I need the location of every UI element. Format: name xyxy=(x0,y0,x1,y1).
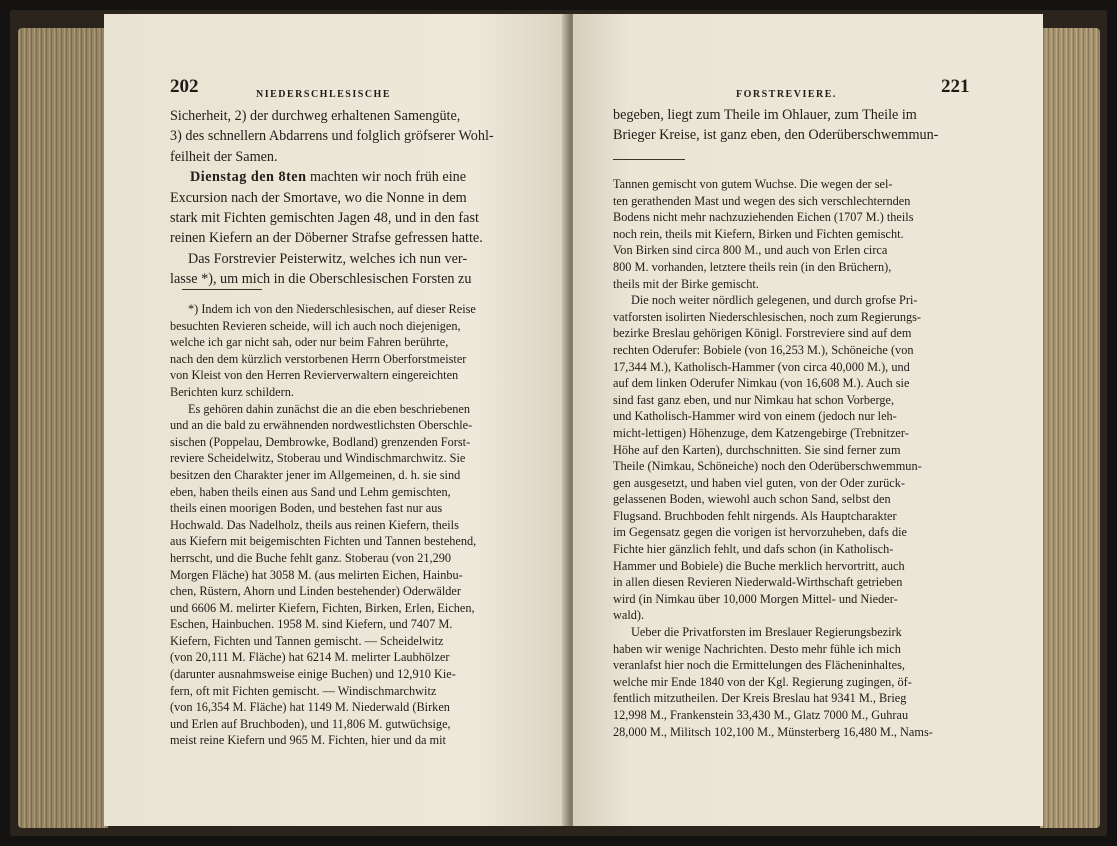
text-line: lasse *), um mich in die Oberschlesischen Forsten zu xyxy=(170,271,472,288)
text-line: von Kleist von den Herren Revierverwaltern eingereichten xyxy=(170,368,459,383)
text-line: Eschen, Hainbuchen. 1958 M. sind Kiefern, und 7407 M. xyxy=(170,617,453,632)
text-line: Theile (Nimkau, Schöneiche) noch den Oderüberschwemmun- xyxy=(613,459,922,474)
bold-date-heading: Dienstag den 8ten xyxy=(190,169,307,186)
text-line: nach den dem kürzlich verstorbenen Herrn Oberforstmeister xyxy=(170,351,467,366)
text-line: haben wir wenige Nachrichten. Desto mehr fühle ich mich xyxy=(613,641,901,656)
right-page-number xyxy=(941,76,970,98)
text-line: meist reine Kiefern und 965 M. Fichten, hier und da mit xyxy=(170,733,446,748)
text-line: Excursion nach der Smortave, wo die Nonne in dem xyxy=(170,189,467,206)
left-main-text xyxy=(170,106,536,290)
running-head: FORSTREVIERE. xyxy=(736,89,837,100)
text-line: Tannen gemischt von gutem Wuchse. Die wegen der sel- xyxy=(613,177,893,191)
footnote-rule xyxy=(613,159,685,160)
page-number: 202 xyxy=(170,76,199,97)
text-line: Brieger Kreise, ist ganz eben, den Oderüberschwemmun- xyxy=(613,127,939,144)
text-line: sind fast ganz eben, und nur Nimkau hat schon Vorberge, xyxy=(613,392,895,407)
text-line: 3) des schnellern Abdarrens und folglich gröfserer Wohl- xyxy=(170,128,494,145)
text-line: im Gegensatz gegen die vorigen ist hervorzuheben, dafs die xyxy=(613,525,907,540)
text-line xyxy=(170,167,536,187)
text-line: wald). xyxy=(613,608,645,623)
text-line: 800 M. vorhanden, letztere theils rein (in den Brüchern), xyxy=(613,259,892,274)
text-line: theils einen moorigen Boden, und bestehen fast nur aus xyxy=(170,501,443,516)
right-main-text xyxy=(613,105,968,146)
text-line: chen, Rüstern, Ahorn und Linden bestehender) Oderwälder xyxy=(170,584,461,599)
left-footnote-text xyxy=(170,301,536,749)
text-line: reinen Kiefern an der Döberner Strafse gefressen hatte. xyxy=(170,230,483,247)
text-line: auf dem linken Oderufer Nimkau (von 16,608 M.). Auch sie xyxy=(613,376,910,391)
text-line: Bodens nicht mehr nachzuziehenden Eichen (1707 M.) theils xyxy=(613,210,914,225)
text-line: vatforsten isolirten Niederschlesischen, noch zum Regierungs- xyxy=(613,309,922,324)
text-line: stark mit Fichten gemischten Jagen 48, und in den fast xyxy=(170,210,479,227)
text-line: veranlafst hier noch die Ermittelungen des Flächeninhaltes, xyxy=(613,658,905,673)
text-line: und Katholisch-Hammer wird von einem (jedoch nur leh- xyxy=(613,409,897,424)
text-line: Die noch weiter nördlich gelegenen, und durch grofse Pri- xyxy=(631,293,918,308)
text-line: (von 20,111 M. Fläche) hat 6214 M. melirter Laubhölzer xyxy=(170,650,450,665)
text-line: gelassenen Boden, wiewohl auch schon Sand, selbst den xyxy=(613,492,891,507)
text-line: Es gehören dahin zunächst die an die eben beschriebenen xyxy=(188,401,471,416)
text-line: Fichte hier gänzlich fehlt, und dafs schon (in Katholisch- xyxy=(613,542,894,557)
left-running-head xyxy=(256,84,391,102)
text-line: in allen diesen Revieren Niederwald-Wirthschaft getrieben xyxy=(613,575,903,590)
text-line: welche mir Ende 1840 von der Kgl. Regierung zugingen, öf- xyxy=(613,674,912,689)
text-line: theils mit der Birke gemischt. xyxy=(613,276,759,291)
text-line: aus Kiefern mit beigemischten Fichten und Tannen bestehend, xyxy=(170,534,477,549)
text-line: Kiefern, Fichten und Tannen gemischt. — Scheidelwitz xyxy=(170,633,444,648)
right-running-head xyxy=(736,84,837,102)
page-edges-left xyxy=(18,28,108,828)
footnote-rule xyxy=(182,289,262,290)
text-line: gen ausgesetzt, und haben viel guten, von der Oder zurück- xyxy=(613,475,905,490)
text-line: micht-lettigen) Höhenzuge, dem Katzengebirge (Trebnitzer- xyxy=(613,425,909,440)
text-line: Höhe auf den Karten), durchschnitten. Sie sind ferner zum xyxy=(613,442,901,457)
text-line: (darunter ausnahmsweise einige Buchen) und 12,910 Kie- xyxy=(170,667,456,682)
text-line: und 6606 M. melirter Kiefern, Fichten, Birken, Erlen, Eichen, xyxy=(170,600,475,615)
text-line: Hochwald. Das Nadelholz, theils aus reinen Kiefern, theils xyxy=(170,517,459,532)
text-line: rechten Oderufer: Bobiele (von 16,253 M.), Schöneiche (von xyxy=(613,342,914,357)
text-line: Berichten kurz schildern. xyxy=(170,384,294,399)
text-line: eben, haben theils einen aus Sand und Lehm gemischten, xyxy=(170,484,451,499)
right-page xyxy=(573,14,1043,826)
text-line: besitzen den Charakter jener im Allgemeinen, d. h. sie sind xyxy=(170,467,461,482)
text-line: bezirke Breslau gehörigen Königl. Forstreviere sind auf dem xyxy=(613,326,912,341)
page-edges-right xyxy=(1040,28,1100,828)
text-line: und Erlen auf Bruchboden), und 11,806 M. gutwüchsige, xyxy=(170,716,451,731)
text-line: Das Forstrevier Peisterwitz, welches ich nun ver- xyxy=(188,250,468,267)
text-line: 12,998 M., Frankenstein 33,430 M., Glatz 7000 M., Guhrau xyxy=(613,708,909,722)
right-footnote-text xyxy=(613,176,968,740)
text-line: noch rein, theils mit Kiefern, Birken und Fichten gemischt. xyxy=(613,226,904,241)
left-page xyxy=(104,14,569,826)
text-line: (von 16,354 M. Fläche) hat 1149 M. Niederwald (Birken xyxy=(170,700,450,715)
text-line: Morgen Fläche) hat 3058 M. (aus melirten Eichen, Hainbu- xyxy=(170,567,463,582)
text-line: Sicherheit, 2) der durchweg erhaltenen Samengüte, xyxy=(170,108,461,124)
text-run: machten wir noch früh eine xyxy=(306,169,467,186)
text-line: fentlich mitzutheilen. Der Kreis Breslau hat 9341 M., Brieg xyxy=(613,691,907,706)
text-line: sischen (Poppelau, Dembrowke, Bodland) grenzenden Forst- xyxy=(170,434,471,449)
page-number: 221 xyxy=(941,76,970,97)
left-page-number xyxy=(170,76,199,98)
text-line: 17,344 M.), Katholisch-Hammer (von circa 40,000 M.), und xyxy=(613,359,910,374)
text-line: ten gerathenden Mast und wegen des sich verschlechternden xyxy=(613,193,911,208)
text-line: begeben, liegt zum Theile im Ohlauer, zum Theile im xyxy=(613,107,917,123)
text-line: wird (in Nimkau über 10,000 Morgen Mittel- und Nieder- xyxy=(613,591,898,606)
running-head: NIEDERSCHLESISCHE xyxy=(256,89,391,100)
text-line: Von Birken sind circa 800 M., und auch von Erlen circa xyxy=(613,243,888,258)
text-line: herrscht, und die Buche fehlt ganz. Stoberau (von 21,290 xyxy=(170,550,452,565)
text-line: reviere Scheidelwitz, Stoberau und Windischmarchwitz. Sie xyxy=(170,451,466,466)
text-line: welche ich gar nicht sah, oder nur beim Fahren berührte, xyxy=(170,335,449,350)
text-line: und an die bald zu erwähnenden nordwestlichsten Oberschle- xyxy=(170,418,473,433)
text-line: Hammer und Bobiele) die Buche merklich hervortritt, auch xyxy=(613,558,905,573)
text-line: Flugsand. Bruchboden fehlt nirgends. Als Hauptcharakter xyxy=(613,508,897,523)
text-line: Ueber die Privatforsten im Breslauer Regierungsbezirk xyxy=(631,625,902,640)
text-line: *) Indem ich von den Niederschlesischen, auf dieser Reise xyxy=(188,302,476,316)
text-line: fern, oft mit Fichten gemischt. — Windischmarchwitz xyxy=(170,683,437,698)
text-line: besuchten Revieren scheide, will ich auch noch diejenigen, xyxy=(170,318,461,333)
text-line: feilheit der Samen. xyxy=(170,148,278,165)
text-line: 28,000 M., Militsch 102,100 M., Münsterberg 16,480 M., Nams- xyxy=(613,724,933,739)
